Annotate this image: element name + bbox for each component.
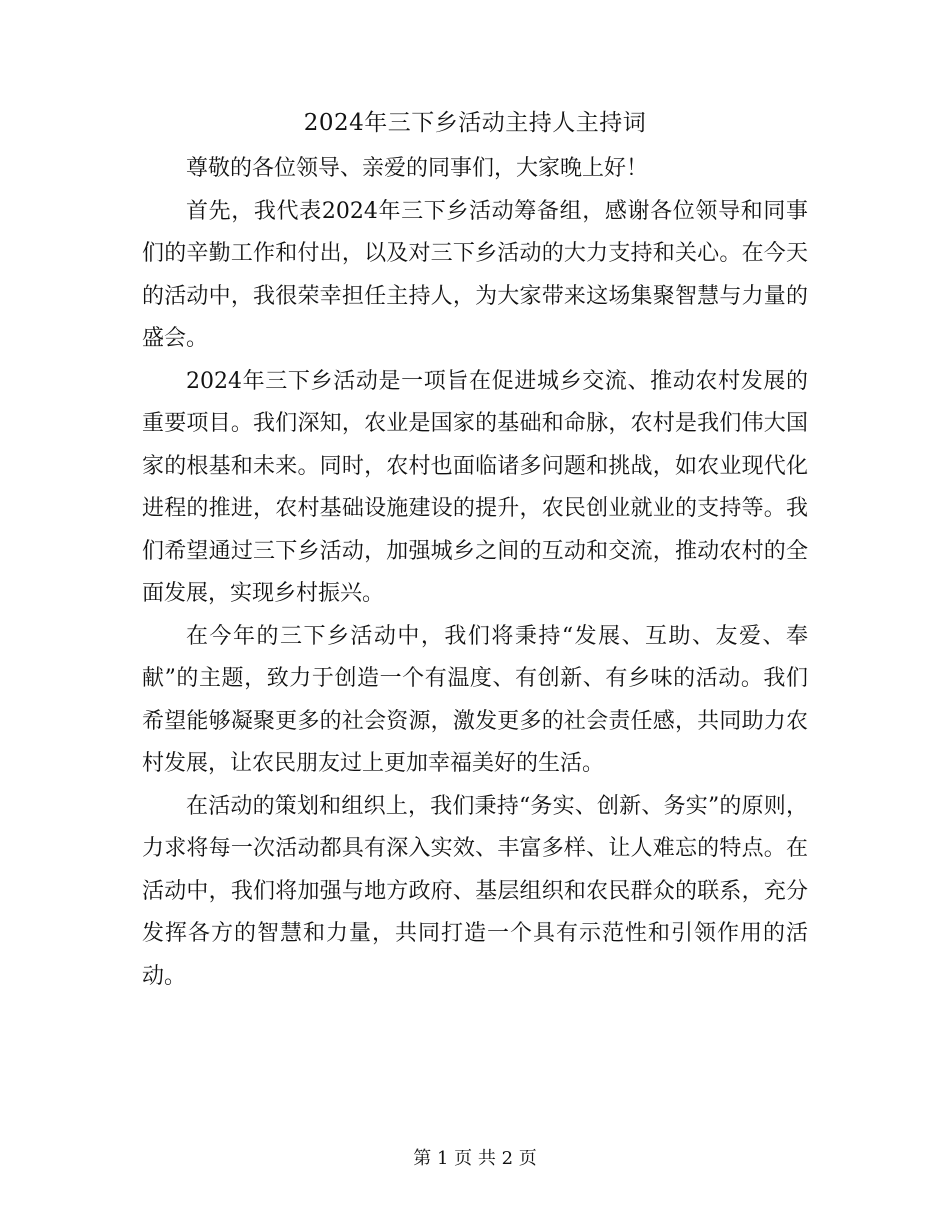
paragraph-theme: 在今年的三下乡活动中，我们将秉持“发展、互助、友爱、奉献”的主题，致力于创造一个有温度、有创新、有乡味的活动。我们希望能够凝聚更多的社会资源，激发更多的社会责任感，共同助力农村发展，让农民朋友过上更加幸福美好的生活。 xyxy=(142,623,808,776)
document-body xyxy=(142,148,808,998)
page-number-footer: 第 1 页 共 2 页 xyxy=(413,1148,537,1169)
paragraph-principles: 在活动的策划和组织上，我们秉持“务实、创新、务实”的原则，力求将每一次活动都具有深入实效、丰富多样、让人难忘的特点。在活动中，我们将加强与地方政府、基层组织和农民群众的联系，充分发挥各方的智慧和力量，共同打造一个具有示范性和引领作用的活动。 xyxy=(142,793,808,989)
paragraph-purpose: 2024年三下乡活动是一项旨在促进城乡交流、推动农村发展的重要项目。我们深知，农业是国家的基础和命脉，农村是我们伟大国家的根基和未来。同时，农村也面临诸多问题和挑战，如农业现代化进程的推进，农村基础设施建设的提升，农民创业就业的支持等。我们希望通过三下乡活动，加强城乡之间的互动和交流，推动农村的全面发展，实现乡村振兴。 xyxy=(142,368,808,606)
document-title: 2024年三下乡活动主持人主持词 xyxy=(303,110,647,136)
paragraph-greeting: 尊敬的各位领导、亲爱的同事们，大家晚上好！ xyxy=(186,156,649,181)
paragraph-thanks: 首先，我代表2024年三下乡活动筹备组，感谢各位领导和同事们的辛勤工作和付出，以及对三下乡活动的大力支持和关心。在今天的活动中，我很荣幸担任主持人，为大家带来这场集聚智慧与力量的盛会。 xyxy=(142,198,808,351)
